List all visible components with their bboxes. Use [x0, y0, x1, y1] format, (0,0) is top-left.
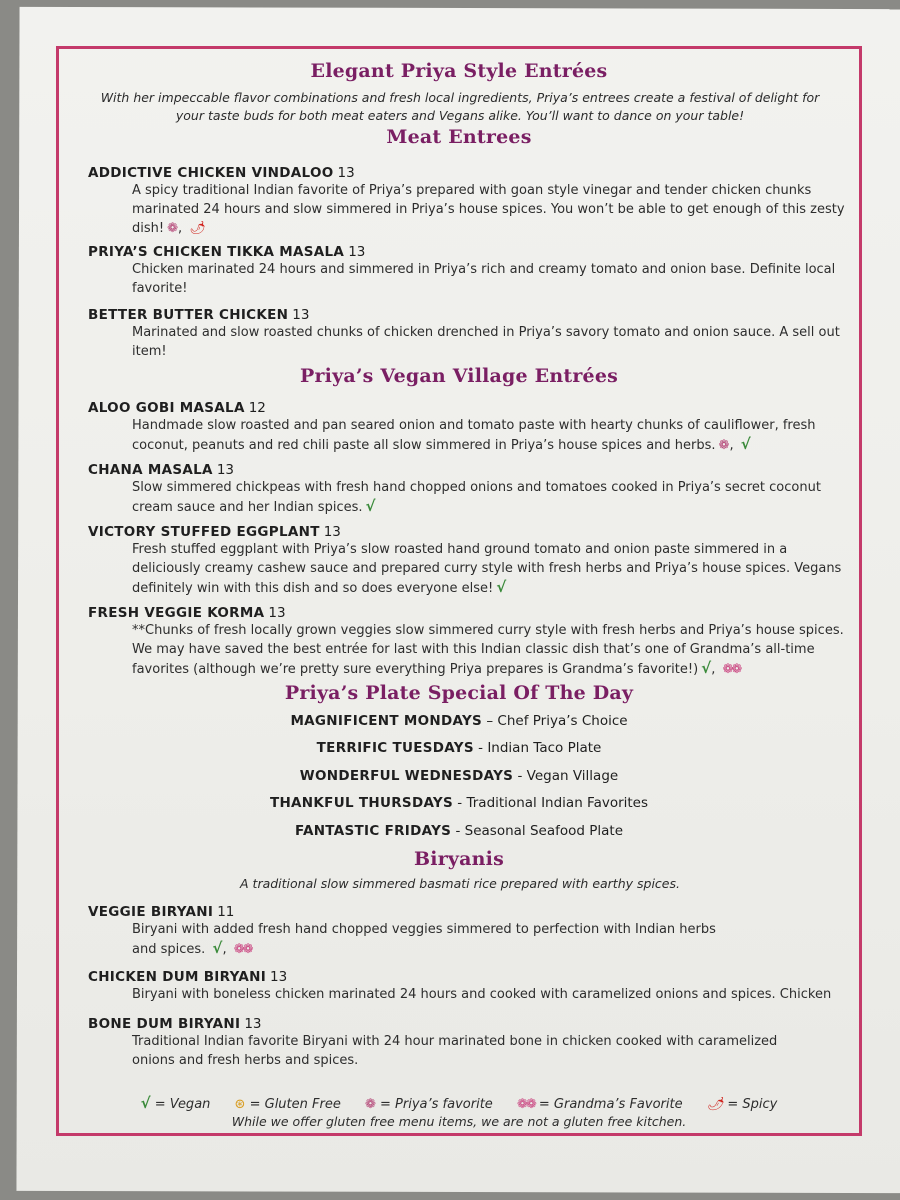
special-dish: Seasonal Seafood Plate [464, 823, 624, 839]
priya-favorite-icon: ❁ [718, 438, 730, 453]
special-row [56, 768, 862, 784]
vegan-leaf-icon: √ [212, 939, 223, 957]
chili-pepper-icon: 🌶 [706, 1097, 724, 1112]
vegan-leaf-icon: √ [365, 497, 376, 515]
special-separator: - [451, 823, 465, 839]
special-dish: Vegan Village [526, 768, 619, 784]
legend [56, 1094, 862, 1112]
item-price: 13 [268, 605, 286, 621]
item-description: A spicy traditional Indian favorite of Priya’s prepared with goan style vinegar and tender chicken chunks marinated 24 hours and slow simmered in Priya’s house spices. You won’t be able to get enough of this zesty dish! [132, 183, 845, 236]
menu-item: VEGGIE BIRYANI 11 Biryani with added fresh hand chopped veggies simmered to perfection with Indian herbs and spices. √, ❁❁ [88, 904, 716, 957]
item-name: CHICKEN DUM BIRYANI [88, 969, 267, 985]
item-price: 13 [323, 524, 341, 540]
item-description: Fresh stuffed eggplant with Priya’s slow roasted hand ground tomato and onion paste simmered in a deliciously creamy cashew sauce and prepared curry style with fresh herbs and Priya’s house spices. Vegans definitely win with this dish and so does everyone else! [132, 542, 842, 596]
special-row [56, 740, 862, 756]
grandma-favorite-icon: ❁❁ [516, 1097, 535, 1112]
legend-grandma: = Grandma’s Favorite [538, 1097, 683, 1112]
item-name: VEGGIE BIRYANI [88, 904, 214, 920]
priya-favorite-icon: ❁ [167, 221, 178, 236]
item-name: PRIYA’S CHICKEN TIKKA MASALA [88, 244, 345, 260]
special-day: FANTASTIC FRIDAYS [294, 823, 452, 839]
special-separator: - [453, 795, 467, 811]
special-day: MAGNIFICENT MONDAYS [290, 713, 483, 729]
gluten-disclaimer: While we offer gluten free menu items, we are not a gluten free kitchen. [231, 1114, 687, 1129]
item-description: Marinated and slow roasted chunks of chicken drenched in Priya’s savory tomato and onion sauce. A sell out item! [132, 325, 840, 359]
item-price: 13 [216, 462, 234, 478]
item-name: BONE DUM BIRYANI [88, 1016, 241, 1032]
item-name: CHANA MASALA [88, 462, 213, 478]
chili-pepper-icon: 🌶 [189, 221, 206, 236]
special-day: TERRIFIC TUESDAYS [316, 740, 474, 756]
grandma-favorite-icon: ❁❁ [233, 942, 252, 957]
item-description: Biryani with added fresh hand chopped veggies simmered to perfection with Indian herbs and spices. [132, 922, 716, 957]
menu-item: ALOO GOBI MASALA 12 Handmade slow roasted and pan seared onion and tomato paste with hearty chunks of cauliflower, fresh coconut, peanuts and red chili paste all slow simmered in Priya’s house spices and herbs. ❁, √ [88, 400, 816, 453]
item-name: ADDICTIVE CHICKEN VINDALOO [88, 165, 334, 181]
special-separator: - [473, 740, 488, 756]
section-title-biryanis: Biryanis [414, 848, 504, 870]
item-price: 13 [244, 1016, 262, 1032]
special-separator: - [513, 768, 527, 784]
menu-item: FRESH VEGGIE KORMA 13 **Chunks of fresh locally grown veggies slow simmered curry style with fresh herbs and Priya’s house spices. We may have saved the best entrée for last with this Indian classic dish that’s one of Grandma’s all-time favorites (although we’re pretty sure everything Priya prepares is Grandma’s favorite!) √, ❁❁ [88, 605, 844, 677]
gluten-free-icon: ⊛ [234, 1097, 246, 1112]
special-row [56, 713, 862, 729]
biryanis-intro: A traditional slow simmered basmati rice prepared with earthy spices. [240, 876, 680, 891]
item-name: ALOO GOBI MASALA [88, 400, 245, 416]
vegan-leaf-icon: √ [740, 435, 751, 453]
item-price: 13 [292, 307, 310, 323]
item-price: 13 [348, 244, 366, 260]
legend-priya: = Priya’s favorite [380, 1097, 493, 1112]
item-description: Biryani with boneless chicken marinated 24 hours and cooked with caramelized onions and spices. Chicken [132, 987, 832, 1002]
vegan-leaf-icon: √ [701, 659, 712, 677]
priya-favorite-icon: ❁ [364, 1097, 376, 1112]
item-description: **Chunks of fresh locally grown veggies slow simmered curry style with fresh herbs and Priya’s house spices. We may have saved the best entrée for last with this Indian classic dish that’s one of Grandma’s all-time favorites (although we’re pretty sure everything Priya prepares is Grandma’s favorite!) [132, 623, 844, 677]
menu-item [88, 304, 858, 361]
special-row [56, 823, 862, 839]
section-title-meat: Meat Entrees [386, 126, 532, 148]
grandma-favorite-icon: ❁❁ [722, 662, 741, 677]
special-row [56, 795, 862, 811]
item-description: Slow simmered chickpeas with fresh hand chopped onions and tomatoes cooked in Priya’s secret coconut cream sauce and her Indian spices. [132, 480, 821, 515]
item-price: 12 [248, 400, 266, 416]
menu-item [88, 521, 858, 598]
special-day: WONDERFUL WEDNESDAYS [299, 768, 514, 784]
item-name: FRESH VEGGIE KORMA [88, 605, 265, 621]
legend-spicy: = Spicy [727, 1097, 778, 1112]
section-title-special: Priya’s Plate Special Of The Day [284, 682, 634, 704]
vegan-leaf-icon: √ [140, 1094, 151, 1112]
menu-item [88, 241, 858, 298]
intro-text: With her impeccable flavor combinations and fresh local ingredients, Priya’s entrees create a festival of delight for your taste buds for both meat eaters and Vegans alike. You’ll want to dance on your table! [100, 90, 820, 123]
special-dish: Chef Priya’s Choice [497, 713, 628, 729]
menu-item [88, 459, 858, 517]
item-description: Traditional Indian favorite Biryani with 24 hour marinated bone in chicken cooked with caramelized onions and fresh herbs and spices. [132, 1034, 778, 1068]
legend-gluten-free: = Gluten Free [249, 1097, 341, 1112]
item-description: Handmade slow roasted and pan seared onion and tomato paste with hearty chunks of cauliflower, fresh coconut, peanuts and red chili paste all slow simmered in Priya’s house spices and herbs. [132, 418, 816, 453]
item-name: BETTER BUTTER CHICKEN [88, 307, 289, 323]
section-title-vegan: Priya’s Vegan Village Entrées [299, 365, 619, 387]
special-dish: Traditional Indian Favorites [466, 795, 649, 811]
item-price: 13 [337, 165, 355, 181]
menu-item: ADDICTIVE CHICKEN VINDALOO 13 A spicy traditional Indian favorite of Priya’s prepared with goan style vinegar and tender chicken chunks marinated 24 hours and slow simmered in Priya’s house spices. You won’t be able to get enough of this zesty dish! ❁, 🌶 [88, 165, 845, 236]
item-price: 13 [270, 969, 288, 985]
page-title: Elegant Priya Style Entrées [310, 60, 608, 82]
special-separator: – [482, 713, 498, 729]
special-dish: Indian Taco Plate [487, 740, 602, 756]
legend-vegan: = Vegan [154, 1097, 211, 1112]
item-price: 11 [217, 904, 235, 920]
item-description: Chicken marinated 24 hours and simmered in Priya’s rich and creamy tomato and onion base. Definite local favorite! [132, 262, 836, 296]
vegan-leaf-icon: √ [496, 578, 507, 596]
item-name: VICTORY STUFFED EGGPLANT [88, 524, 320, 540]
special-day: THANKFUL THURSDAYS [269, 795, 454, 811]
menu-item [88, 966, 858, 1004]
menu-item [88, 1013, 858, 1070]
